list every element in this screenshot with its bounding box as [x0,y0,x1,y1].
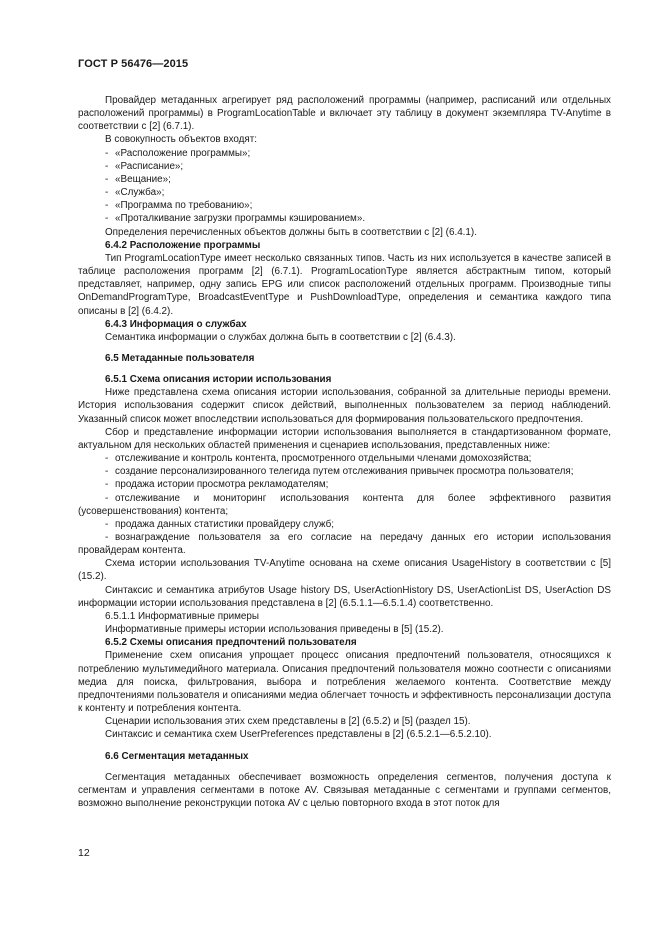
list-item [78,452,611,465]
list-item [78,465,611,478]
list-dash: - [105,147,109,159]
paragraph: Тип ProgramLocationType имеет несколько связанных типов. Часть из них используется в качестве записей в таблице расположения программ [2] (6.7.1). ProgramLocationType является абстрактным типом, который представляет, например, одну запись EPG или список расположений отдельных программ. Производные типы OnDemandProgramType, BroadcastEventType и PushDownloadType, определения и семантика каждого типа описаны в [2] (6.4.2). [78,252,611,317]
list-dash: - [105,213,109,225]
page-number: 12 [78,847,90,859]
list-item-text: продажа данных статистики провайдеру служб; [115,518,335,530]
paragraph: Сценарии использования этих схем представлены в [2] (6.5.2) и [5] (раздел 15). [105,716,471,728]
paragraph: Синтаксис и семантика атрибутов Usage history DS, UserActionHistory DS, UserActionList DS, UserAction DS информации истории использования представлена в [2] (6.5.1.1—6.5.1.4) соответственно. [78,584,611,609]
list-item-text: «Расписание»; [115,160,184,172]
section-heading: 6.5.1 Схема описания истории использования [105,374,332,386]
list-dash: - [105,187,109,199]
list-item [78,173,611,186]
list-item-text: «Проталкивание загрузки программы кэшированием». [115,213,366,225]
paragraph: Схема истории использования TV-Anytime основана на схеме описания UsageHistory в соответствии с [5] (15.2). [78,558,611,583]
list-dash: - [105,173,109,185]
paragraph: Определения перечисленных объектов должны быть в соответствии с [2] (6.4.1). [105,226,477,238]
list-item [78,160,611,173]
paragraph: Семантика информации о службах должна быть в соответствии с [2] (6.4.3). [105,331,456,343]
list-dash: - [105,453,109,465]
list-dash: - [105,532,109,543]
paragraph: Синтаксис и семантика схем UserPreferences представлены в [2] (6.5.2.1—6.5.2.10). [105,729,492,741]
list-item-text: «Расположение программы»; [115,147,251,159]
list-item-text: «Вещание»; [115,173,171,185]
list-item-text: «Служба»; [115,187,165,199]
section-heading: 6.5.2 Схемы описания предпочтений пользователя [105,637,357,649]
paragraph: Провайдер метаданных агрегирует ряд расположений программы (например, расписаний или отдельных расположений программы) в ProgramLocationTable и включает эту таблицу в документ экземпляра TV-Anytime в соответствии с [2] (6.7.1). [78,95,611,133]
list-dash: - [105,466,109,478]
list-dash: - [105,479,109,491]
list-dash: - [105,518,109,530]
list-item [78,199,611,212]
list-item-text: отслеживание и контроль контента, просмотренного отдельными членами домохозяйства; [115,453,532,465]
section-heading: 6.6 Сегментация метаданных [105,750,249,762]
list-item [78,518,611,531]
paragraph: Ниже представлена схема описания истории использования, собранной за длительные периоды времени. История использования содержит список действий, выполненных пользователем за период наблюдений. Указанный список может впоследствии использоваться для формирования пользовательского предпочтения. [78,387,611,425]
document-body [78,94,611,810]
section-heading: 6.4.2 Расположение программы [105,239,261,251]
paragraph: 6.5.1.1 Информативные примеры [105,610,259,622]
paragraph: Информативные примеры истории использования приведены в [5] (15.2). [105,624,444,636]
list-dash: - [105,160,109,172]
list-dash: - [105,492,109,504]
list-item-text: вознаграждение пользователя за его согласие на передачу данных его истории использования провайдерам контента. [78,532,611,557]
paragraph: Сбор и представление информации истории использования выполняется в стандартизованном формате, актуальном для нескольких областей применения и сценариев использования, представленных ниже: [78,426,611,451]
list-item-text: отслеживание и мониторинг использования контента для более эффективного развития (усовершенствования) контента; [78,492,611,517]
list-item-text: продажа истории просмотра рекламодателям; [115,479,329,491]
document-header: ГОСТ Р 56476—2015 [78,58,189,70]
list-item [78,492,611,518]
list-dash: - [105,200,109,212]
list-item [78,531,611,557]
paragraph: В совокупность объектов входят: [105,134,258,146]
section-heading: 6.4.3 Информация о службах [105,318,247,330]
list-item-text: «Программа по требованию»; [115,200,253,212]
list-item-text: создание персонализированного телегида путем отслеживания привычек просмотра пользователя; [115,466,574,478]
paragraph: Сегментация метаданных обеспечивает возможность определения сегментов, получения доступа к сегментам и управления сегментами в потоке AV. Связывая метаданные с сегментами и группами сегментов, возможно выполнение реконструкции потока AV с целью повторного входа в этот поток для [78,771,611,809]
paragraph: Применение схем описания упрощает процесс описания предпочтений пользователя, относящихся к потреблению мультимедийного материала. Описания предпочтений пользователя можно соотнести с описаниями медиа для поиска, фильтрования, выбора и потребления желаемого контента. Соответствие между предпочтениями пользователя и описаниями медиа облегчает точность и эффективность персонализации доступа к контенту и потребления контента. [78,650,611,715]
list-item [78,186,611,199]
list-item [78,478,611,491]
list-item [78,147,611,160]
section-heading: 6.5 Метаданные пользователя [105,352,255,364]
list-item [78,212,611,225]
